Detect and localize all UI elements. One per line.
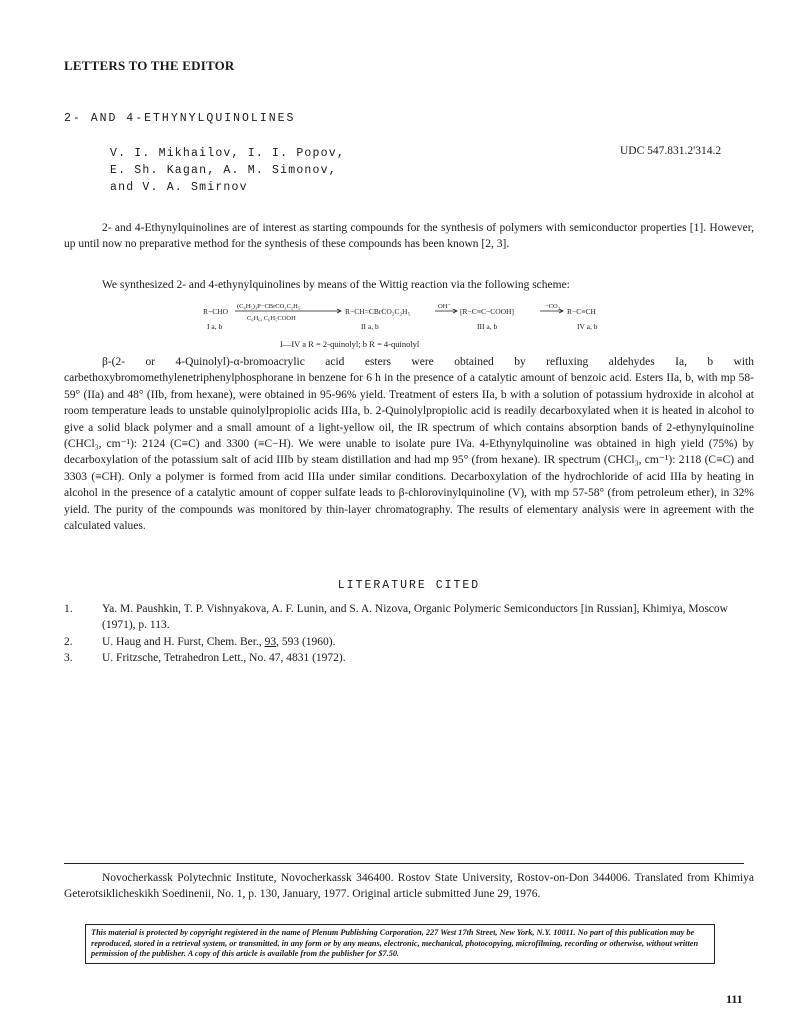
scheme-reagent-1-bottom: C₆H₆, C₆H₅COOH [247,315,296,322]
scheme-label-1: I a, b [207,322,223,331]
udc-code: UDC 547.831.2'314.2 [620,145,722,157]
reference-number: 1. [64,603,73,615]
copyright-notice: This material is protected by copyright registered in the name of Plenum Publishing Corporation, 227 West 17th Street, New York, N.Y. 10011. No part of this publication may be reproduced, stored in a retrieval system, or transmitted, in any form or by any means, electronic, mechanical, photocopying, microfilming, recording or otherwise, without written permission of the publisher. A copy of this article is available from the publisher for $7.50. [85,924,715,964]
reference-text-start: U. Haug and H. Furst, Chem. Ber., [102,635,265,648]
author-line: V. I. Mikhailov, I. I. Popov, [110,147,345,160]
scheme-reagent-1-top: (C₆H₅)₃P−CBrCO₂C₂H₅ [237,303,301,310]
scheme-compound-4: R−C≡CH [567,307,596,316]
reference-text: Ya. M. Paushkin, T. P. Vishnyakova, A. F. Lunin, and S. A. Nizova, Organic Polymeric Semiconductors [in Russian], Khimiya, Moscow (1971), p. 113. [102,603,728,632]
reference-text: U. Fritzsche, Tetrahedron Lett., No. 47, 4831 (1972). [102,652,346,665]
reference-text-end: , 593 (1960). [276,635,336,648]
author-line: and V. A. Smirnov [110,181,248,194]
scheme-compound-3: [R−C≡C−COOH] [460,307,514,316]
author-line: E. Sh. Kagan, A. M. Simonov, [110,164,337,177]
author-list [110,145,345,196]
scheme-label-2: II a, b [361,322,379,331]
scheme-label-4: IV a, b [577,322,598,331]
reference-list [64,601,754,667]
reference-number: 3. [64,652,73,665]
scheme-label-3: III a, b [477,322,498,331]
page-number: 111 [726,992,743,1006]
affiliation-footnote: Novocherkassk Polytechnic Institute, Novocherkassk 346400. Rostov State University, Rostov-on-Don 344006. Translated from Khimiya Geterotsiklicheskikh Soedinenii, No. 1, p. 130, January, 1977. Original article submitted June 29, 1976. [64,872,754,901]
footnote-divider [64,863,744,864]
section-heading: LETTERS TO THE EDITOR [64,58,235,73]
scheme-reagent-3: −CO₂ [545,303,560,310]
literature-heading: LITERATURE CITED [337,579,481,592]
reaction-scheme [195,296,615,340]
reference-item [64,634,754,650]
reference-item [64,650,754,666]
scheme-intro-paragraph: We synthesized 2- and 4-ethynylquinolines by means of the Wittig reaction via the following scheme: [102,279,570,291]
reference-item [64,601,754,634]
reference-number: 2. [64,635,73,648]
reference-volume: 93 [264,635,277,648]
scheme-compound-2: R−CH=CBrCO₂C₂H₅ [345,307,411,316]
results-paragraph: β-(2- or 4-Quinolyl)-α-bromoacrylic acid esters were obtained by refluxing aldehydes Ia, b with carbethoxybromomethylenetriphenylphosphorane in benzene for 6 h in the presence of a catalytic amount of benzoic acid. Esters IIa, b, with mp 58-59° (IIa) and 48° (IIb, from hexane), were obtained in 95-96% yield. Treatment of esters IIa, b with a solution of potassium hydroxide in alcohol at room temperature leads to unstable quinolylpropiolic acids IIIa, b. 2-Quinolylpropiolic acid is readily decarboxylated when it is heated in alcohol to give a solid black polymer and a small amount of a light-yellow oil, the IR spectrum of which contains absorption bands of 2-ethynylquinoline (CHCl₃, cm⁻¹): 2124 (C≡C) and 3300 (≡C−H). We were unable to isolate pure IVa. 4-Ethynylquinoline was obtained in high yield (75%) by decarboxylation of the potassium salt of acid IIIb by steam distillation and had mp 95° (from hexane). IR spectrum (CHCl₃, cm⁻¹): 2118 (C≡C) and 3303 (≡CH). Only a polymer is formed from acid IIIa under similar conditions. Decarboxylation of the hydrochloride of acid IIIa by heating in alcohol in the presence of a catalytic amount of copper sulfate leads to β-chlorovinylquinoline (V), with mp 57-58° (from petroleum ether), in 32% yield. The purity of the compounds was monitored by thin-layer chromatography. The results of elementary analysis were in agreement with the calculated values. [64,356,754,533]
intro-paragraph: 2- and 4-Ethynylquinolines are of interest as starting compounds for the synthesis of polymers with semiconductor properties [1]. However, up until now no preparative method for the synthesis of these compounds has been known [2, 3]. [64,222,754,251]
scheme-caption: I—IV a R = 2-quinolyl; b R = 4-quinolyl [280,339,420,349]
article-title: 2- AND 4-ETHYNYLQUINOLINES [64,112,296,125]
reference-text [102,634,754,650]
scheme-compound-1: R−CHO [203,307,229,316]
scheme-reagent-2: OH⁻ [438,303,451,310]
